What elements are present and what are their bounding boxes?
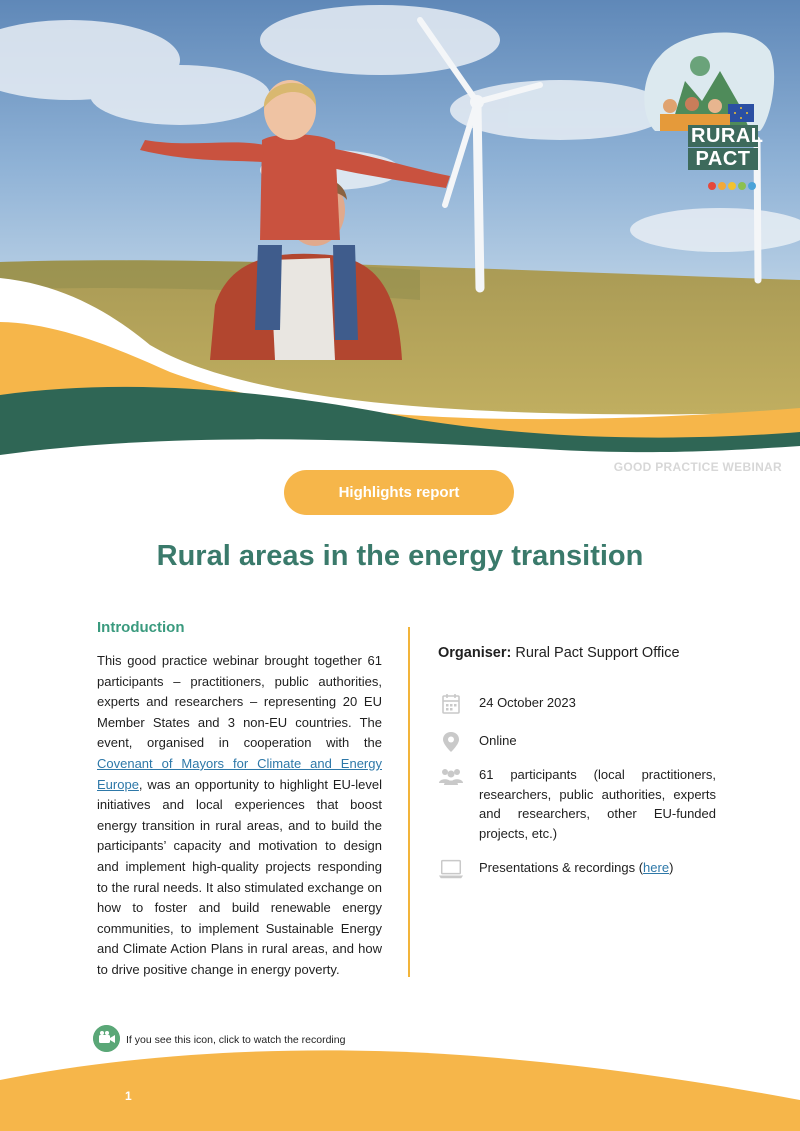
calendar-icon: [438, 693, 464, 715]
column-divider: [408, 627, 410, 977]
presentations-row: [438, 858, 718, 880]
organiser-line: [438, 645, 680, 661]
participants-summary: 61 participants (local practitioners, researchers, public authorities, experts and researchers, other EU-funded projects, etc.): [479, 767, 716, 841]
intro-text-start: This good practice webinar brought together 61 participants – practitioners, public authorities, experts and researchers – representing 20 EU Member States and 3 non-EU countries. The event, organised in cooperation with the: [97, 653, 382, 751]
webinar-type-label: GOOD PRACTICE WEBINAR: [613, 460, 782, 474]
logo-line-rural: RURAL: [688, 125, 758, 147]
event-location: Online: [479, 733, 517, 748]
rural-pact-logo: [640, 26, 775, 201]
presentations-close-paren: ): [669, 860, 674, 875]
location-row: [438, 731, 718, 753]
location-pin-icon: [438, 731, 464, 753]
introduction-heading: Introduction: [97, 619, 185, 636]
participants-row: [438, 765, 718, 845]
introduction-text: [97, 651, 382, 981]
date-row: [438, 693, 718, 715]
page-number: 1: [125, 1089, 132, 1103]
logo-line-pact: PACT: [688, 148, 758, 170]
footer-wave: [0, 1040, 800, 1131]
organiser-value: Rural Pact Support Office: [515, 645, 680, 661]
page-title: Rural areas in the energy transition: [156, 540, 644, 572]
presentations-here-link[interactable]: here: [643, 860, 670, 875]
presentations-recordings: [479, 858, 716, 878]
watch-recording-note: If you see this icon, click to watch the recording: [126, 1034, 346, 1046]
presentations-text: Presentations & recordings (: [479, 860, 644, 875]
intro-text-end: , was an opportunity to highlight EU-level initiatives and local experiences that boost energy transition in rural areas, and to build the participants’ capacity and motivation to design and implement high-quality projects responding to the rural needs. It also stimulated exchange on how to foster and build renewable energy communities, to implement Sustainable Energy and Climate Action Plans in rural areas, and how to drive positive change in energy poverty.: [97, 776, 382, 977]
event-date: 24 October 2023: [479, 695, 576, 710]
logo-text: [688, 125, 764, 171]
organiser-label: Organiser:: [438, 645, 512, 661]
covenant-of-mayors-link[interactable]: Covenant of Mayors for Climate and Energy Europe: [97, 755, 382, 792]
highlights-report-badge: Highlights report: [284, 470, 514, 515]
participants-icon: [438, 765, 464, 787]
laptop-icon: [438, 858, 464, 880]
